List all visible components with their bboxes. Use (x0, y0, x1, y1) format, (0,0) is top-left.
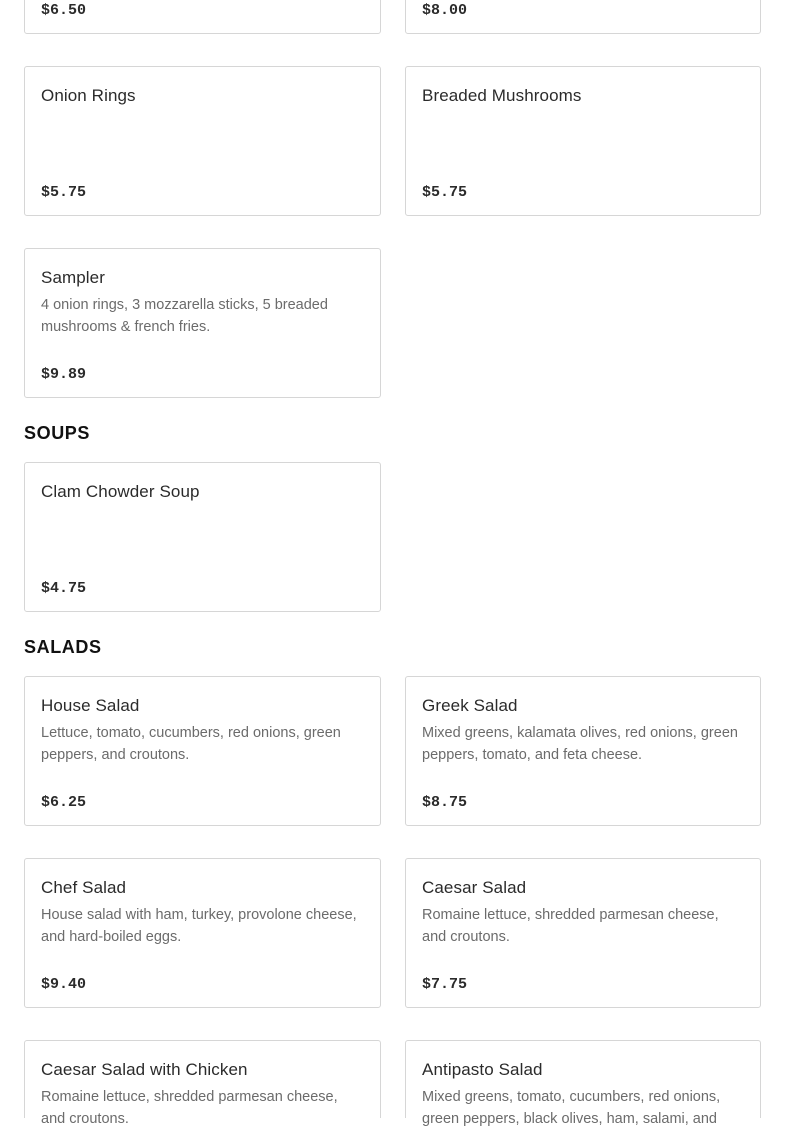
item-name: Sampler (41, 268, 106, 287)
item-name: Caesar Salad (422, 878, 527, 897)
item-price: $6.50 (41, 2, 87, 19)
item-name: Caesar Salad with Chicken (41, 1060, 248, 1079)
menu-item-card-caesar-salad-chicken[interactable] (24, 1040, 381, 1127)
item-description: House salad with ham, turkey, provolone cheese, and hard-boiled eggs. (41, 907, 357, 945)
item-name: Chef Salad (41, 878, 127, 897)
item-description: 4 onion rings, 3 mozzarella sticks, 5 breaded mushrooms & french fries. (41, 297, 328, 335)
item-price: $5.75 (422, 184, 468, 201)
item-name: Onion Rings (41, 86, 136, 105)
menu-item-card-sampler[interactable] (24, 248, 381, 398)
menu-item-card-clam-chowder[interactable] (24, 462, 381, 612)
menu-item-card-greek-salad[interactable] (405, 676, 761, 826)
item-name: Clam Chowder Soup (41, 482, 200, 501)
item-description: Lettuce, tomato, cucumbers, red onions, green peppers, and croutons. (41, 725, 341, 763)
section-title-soups: SOUPS (24, 423, 91, 443)
menu-item-card-chef-salad[interactable] (24, 858, 381, 1008)
menu-item-card-caesar-salad[interactable] (405, 858, 761, 1008)
item-price: $5.75 (41, 184, 87, 201)
item-description: Romaine lettuce, shredded parmesan cheese, and croutons. (41, 1089, 338, 1127)
item-price: $9.89 (41, 366, 87, 383)
item-price: $8.00 (422, 2, 468, 19)
item-name: Greek Salad (422, 696, 518, 715)
item-price: $7.75 (422, 976, 468, 993)
item-price: $6.25 (41, 794, 87, 811)
item-name: Breaded Mushrooms (422, 86, 582, 105)
menu-item-card[interactable] (405, 0, 761, 34)
item-price: $8.75 (422, 794, 468, 811)
section-title-salads: SALADS (24, 637, 102, 657)
item-description: Mixed greens, tomato, cucumbers, red onions, green peppers, black olives, ham, salami, and (422, 1089, 721, 1127)
menu-item-card-breaded-mushrooms[interactable] (405, 66, 761, 216)
item-price: $9.40 (41, 976, 87, 993)
menu-item-card-antipasto-salad[interactable] (405, 1040, 761, 1127)
menu-item-card[interactable] (24, 0, 381, 34)
item-description: Romaine lettuce, shredded parmesan cheese, and croutons. (422, 907, 719, 945)
menu-item-card-onion-rings[interactable] (24, 66, 381, 216)
item-price: $4.75 (41, 580, 87, 597)
item-name: House Salad (41, 696, 140, 715)
item-description: Mixed greens, kalamata olives, red onions, green peppers, tomato, and feta cheese. (422, 725, 738, 763)
item-name: Antipasto Salad (422, 1060, 543, 1079)
menu-item-card-house-salad[interactable] (24, 676, 381, 826)
